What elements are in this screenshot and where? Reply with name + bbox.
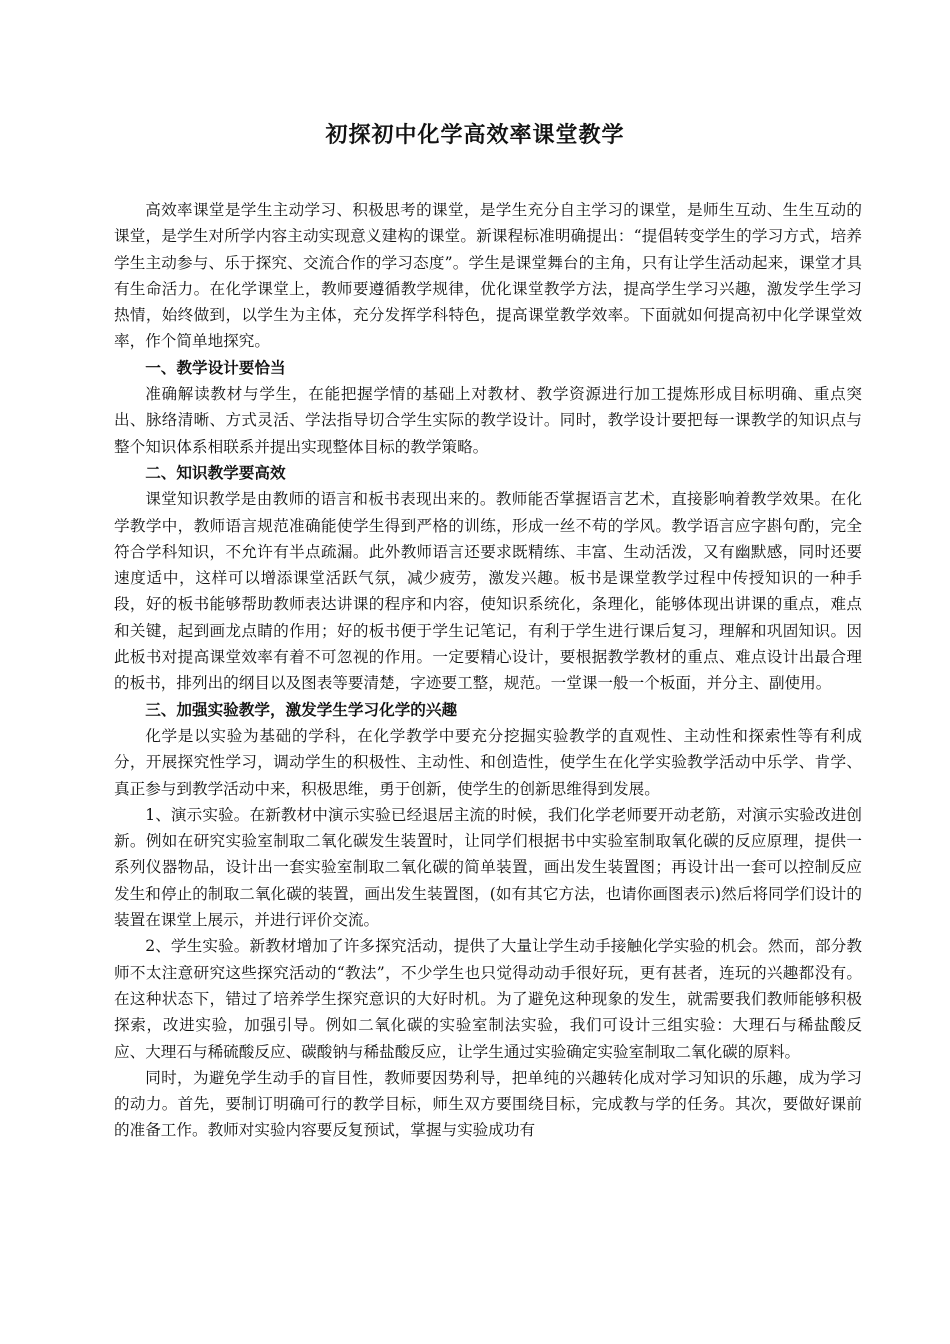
section-3-paragraph-3: 2、学生实验。新教材增加了许多探究活动，提供了大量让学生动手接触化学实验的机会。然而，部分教师不太注意研究这些探究活动的“教法”，不少学生也只觉得动动手很好玩，更有甚者，连玩的兴趣都没有。在这种状态下，错过了培养学生探究意识的大好时机。为了避免这种现象的发生，就需要我们教师能够积极探索，改进实验，加强引导。例如二氧化碳的实验室制法实验，我们可设计三组实验：大理石与稀盐酸反应、大理石与稀硫酸反应、碳酸钠与稀盐酸反应，让学生通过实验确定实验室制取二氧化碳的原料。 (114, 937, 862, 1061)
document-body (114, 197, 862, 1144)
section-2-paragraph-1: 课堂知识教学是由教师的语言和板书表现出来的。教师能否掌握语言艺术，直接影响着教学效果。在化学教学中，教师语言规范准确能使学生得到严格的训练，形成一丝不苟的学风。教学语言应字斟句酌，完全符合学科知识，不允许有半点疏漏。此外教师语言还要求既精练、丰富、生动活泼，又有幽默感，同时还要速度适中，这样可以增添课堂活跃气氛，减少疲劳，激发兴趣。板书是课堂教学过程中传授知识的一种手段，好的板书能够帮助教师表达讲课的程序和内容，使知识系统化，条理化，能够体现出讲课的重点，难点和关键，起到画龙点睛的作用；好的板书便于学生记笔记，有利于学生进行课后复习，理解和巩固知识。因此板书对提高课堂效率有着不可忽视的作用。一定要精心设计，要根据教学教材的重点、难点设计出最合理的板书，排列出的纲目以及图表等要清楚，字迹要工整，规范。一堂课一般一个板面，并分主、副使用。 (114, 490, 862, 693)
intro-paragraph: 高效率课堂是学生主动学习、积极思考的课堂，是学生充分自主学习的课堂，是师生互动、生生互动的课堂，是学生对所学内容主动实现意义建构的课堂。新课程标准明确提出：“提倡转变学生的学习方式，培养学生主动参与、乐于探究、交流合作的学习态度”。学生是课堂舞台的主角，只有让学生活动起来，课堂才具有生命活力。在化学课堂上，教师要遵循教学规律，优化课堂教学方法，提高学生学习兴趣，激发学生学习热情，始终做到，以学生为主体，充分发挥学科特色，提高课堂教学效率。下面就如何提高初中化学课堂效率，作个简单地探究。 (114, 201, 862, 351)
section-heading-2: 二、知识教学要高效 (145, 463, 286, 482)
document-title: 初探初中化学高效率课堂教学 (325, 123, 625, 148)
section-heading-3: 三、加强实验教学，激发学生学习化学的兴趣 (145, 700, 458, 719)
section-heading-1: 一、教学设计要恰当 (145, 358, 286, 377)
section-3-paragraph-2: 1、演示实验。在新教材中演示实验已经退居主流的时候，我们化学老师要开动老筋，对演示实验改进创新。例如在研究实验室制取二氧化碳发生装置时，让同学们根据书中实验室制取氧化碳的反应原理，提供一系列仪器物品，设计出一套实验室制取二氧化碳的简单装置，画出发生装置图；再设计出一套可以控制反应发生和停止的制取二氧化碳的装置，画出发生装置图，(如有其它方法，也请你画图表示)然后将同学们设计的装置在课堂上展示，并进行评价交流。 (114, 805, 862, 930)
section-1-paragraph-1: 准确解读教材与学生，在能把握学情的基础上对教材、教学资源进行加工提炼形成目标明确、重点突出、脉络清晰、方式灵活、学法指导切合学生实际的教学设计。同时，教学设计要把每一课教学的知识点与整个知识体系相联系并提出实现整体目标的教学策略。 (114, 385, 862, 456)
section-3-paragraph-4: 同时，为避免学生动手的盲目性，教师要因势利导，把单纯的兴趣转化成对学习知识的乐趣，成为学习的动力。首先，要制订明确可行的教学目标，师生双方要围绕目标，完成教与学的任务。其次，要做好课前的准备工作。教师对实验内容要反复预试，掌握与实验成功有 (114, 1068, 862, 1140)
section-3-paragraph-1: 化学是以实验为基础的学科，在化学教学中要充分挖掘实验教学的直观性、主动性和探索性等有利成分，开展探究性学习，调动学生的积极性、主动性、和创造性，使学生在化学实验教学活动中乐学、肯学、真正参与到教学活动中来，积极思维，勇于创新，使学生的创新思维得到发展。 (114, 726, 862, 798)
